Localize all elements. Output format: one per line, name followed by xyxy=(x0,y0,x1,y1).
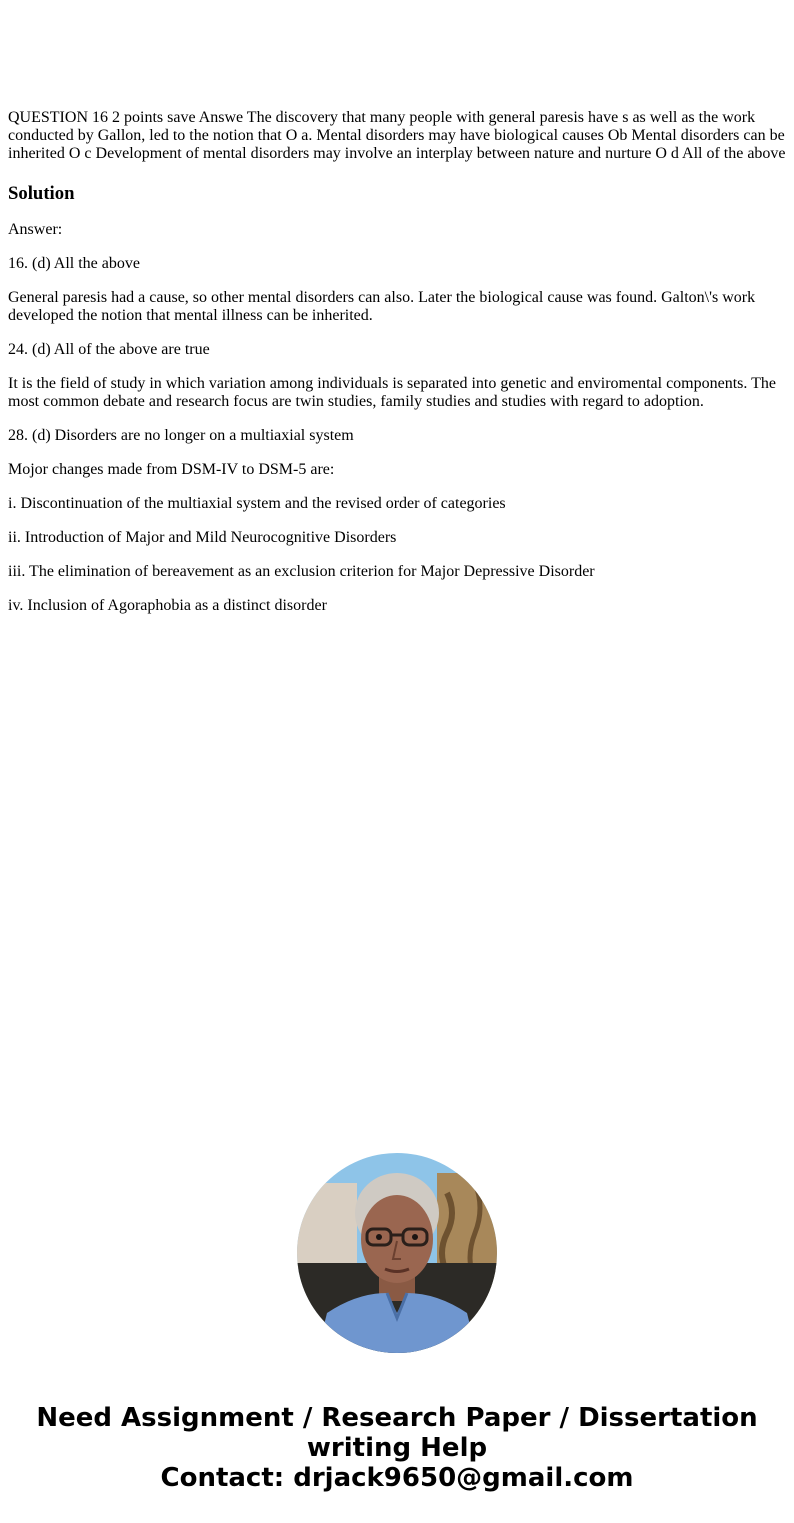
solution-body xyxy=(8,221,788,615)
promo-line: writing Help xyxy=(306,1433,488,1463)
solution-paragraph: ii. Introduction of Major and Mild Neurocognitive Disorders xyxy=(8,529,397,546)
solution-paragraph: i. Discontinuation of the multiaxial system and the revised order of categories xyxy=(8,495,506,512)
solution-paragraph: iii. The elimination of bereavement as an exclusion criterion for Major Depressive Disorder xyxy=(8,563,595,580)
promo-line: Need Assignment / Research Paper / Dissertation xyxy=(36,1403,758,1433)
question-text: QUESTION 16 2 points save Answe The discovery that many people with general paresis have s as well as the work conducted by Gallon, led to the notion that O a. Mental disorders may have biological causes Ob Mental disorders can be inherited O c Development of mental disorders may involve an interplay between nature and nurture O d All of the above xyxy=(8,109,786,162)
solution-paragraph: 24. (d) All of the above are true xyxy=(8,341,210,358)
document-content xyxy=(8,109,788,615)
solution-paragraph: It is the field of study in which variation among individuals is separated into genetic and enviromental components. The most common debate and research focus are twin studies, family studies and studies with regard to adoption. xyxy=(8,375,776,410)
solution-paragraph: Answer: xyxy=(8,221,63,238)
solution-paragraph: iv. Inclusion of Agoraphobia as a distinct disorder xyxy=(8,597,327,614)
solution-paragraph: Mojor changes made from DSM-IV to DSM-5 are: xyxy=(8,461,335,478)
solution-paragraph: 16. (d) All the above xyxy=(8,255,140,272)
solution-paragraph: 28. (d) Disorders are no longer on a multiaxial system xyxy=(8,427,354,444)
promo-banner xyxy=(0,1403,794,1493)
solution-heading: Solution xyxy=(8,183,75,204)
author-portrait xyxy=(297,1153,497,1353)
solution-paragraph: General paresis had a cause, so other mental disorders can also. Later the biological cause was found. Galton\'s work developed the notion that mental illness can be inherited. xyxy=(8,289,756,324)
author-avatar xyxy=(297,1153,497,1353)
promo-contact: Contact: drjack9650@gmail.com xyxy=(160,1463,634,1493)
